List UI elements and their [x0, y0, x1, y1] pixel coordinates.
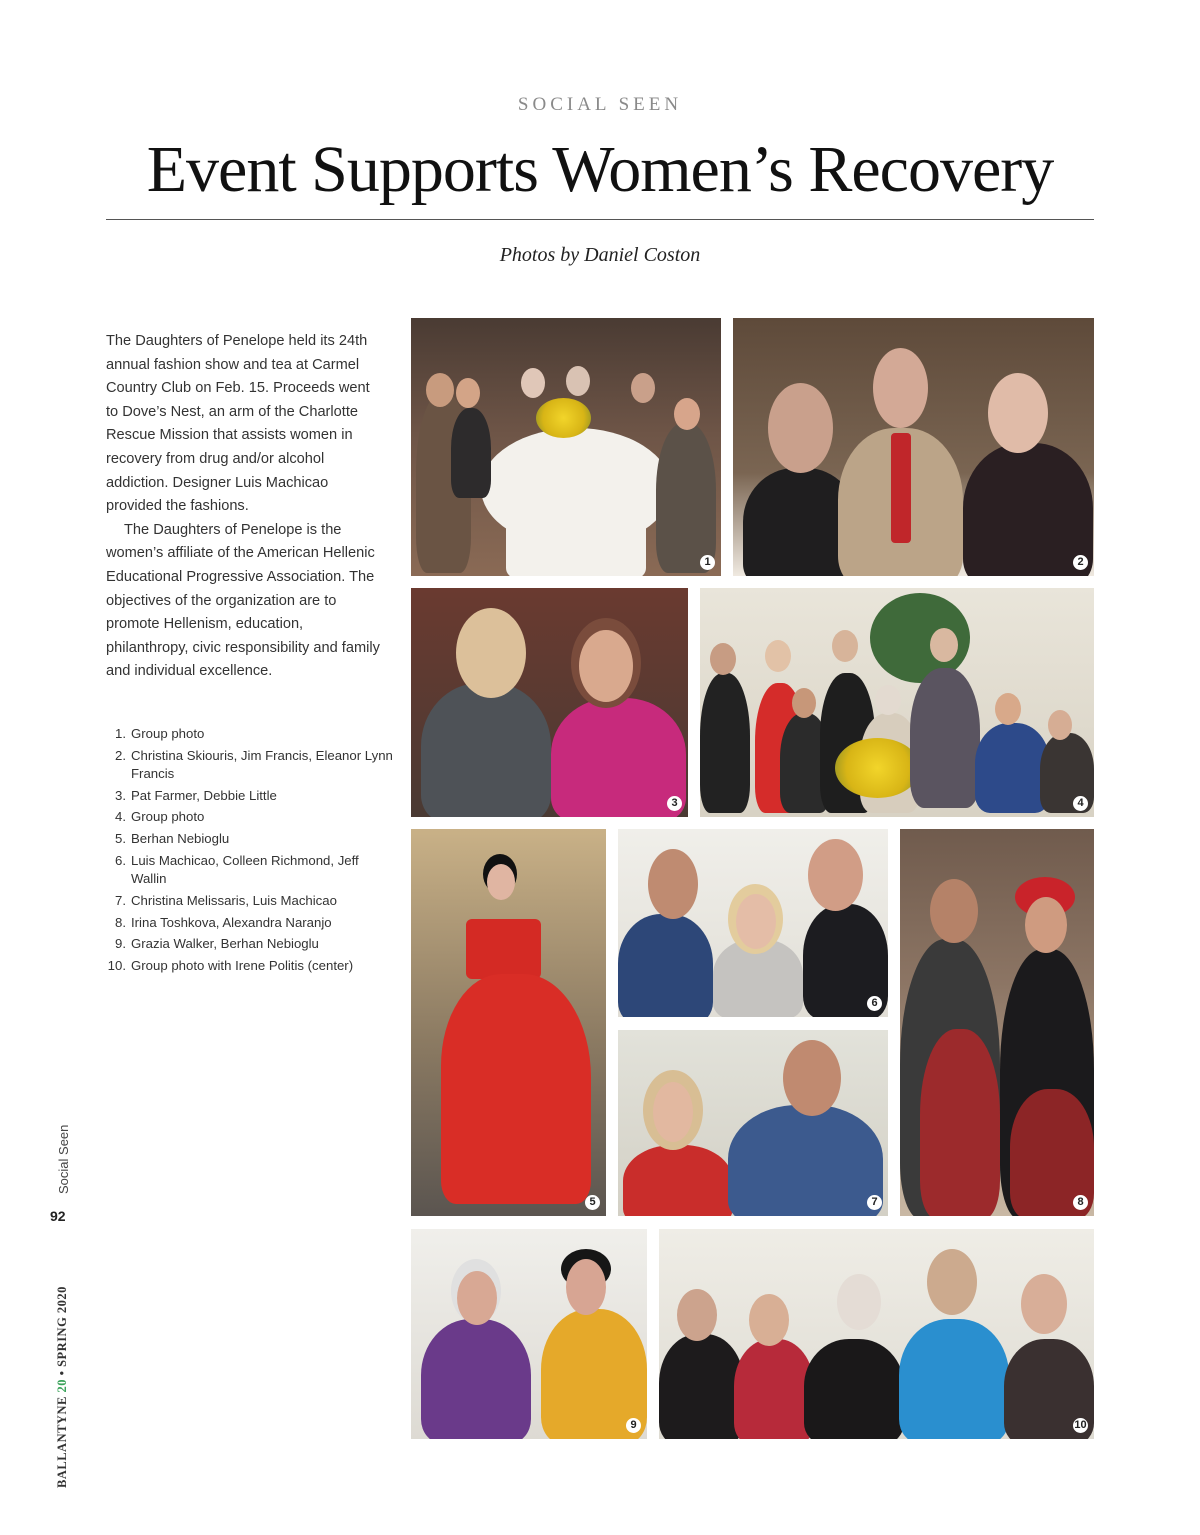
section-kicker: SOCIAL SEEN [517, 94, 683, 115]
photo-1 [411, 318, 721, 576]
caption-item [106, 914, 396, 932]
photo-10 [659, 1229, 1094, 1439]
photo-number-badge: 10 [1074, 1419, 1087, 1431]
photo-4 [700, 588, 1094, 817]
magazine-folio [55, 1286, 70, 1488]
caption-item [106, 892, 396, 910]
caption-item [106, 808, 396, 826]
photo-number-badge: 8 [1073, 1195, 1088, 1210]
caption-number: 10. [107, 958, 126, 974]
photo-number-badge: 3 [667, 796, 682, 811]
caption-item [106, 957, 396, 975]
caption-item [106, 787, 396, 805]
caption-text: Pat Farmer, Debbie Little [131, 787, 277, 803]
caption-item [106, 852, 396, 888]
photo-6 [618, 829, 888, 1017]
photo-number-badge: 5 [585, 1195, 600, 1210]
magazine-accent: 20 [55, 1379, 69, 1393]
caption-item [106, 747, 396, 783]
caption-text: Group photo [131, 726, 205, 741]
caption-item [106, 935, 396, 953]
photo-7 [618, 1030, 888, 1216]
caption-text: Christina Skiouris, Jim Francis, Eleanor Lynn Francis [131, 747, 393, 781]
caption-number: 9. [115, 936, 126, 952]
photo-number-badge: 7 [867, 1195, 882, 1210]
caption-text: Christina Melissaris, Luis Machicao [131, 892, 337, 908]
caption-number: 8. [115, 914, 126, 930]
caption-text: Luis Machicao, Colleen Richmond, Jeff Wallin [131, 852, 359, 886]
article-paragraph-1: The Daughters of Penelope held its 24th annual fashion show and tea at Carmel Country Club on Feb. 15. Proceeds went to Dove’s Nest, an arm of the Charlotte Rescue Mission that assists women in recovery from drug and/or alcohol addiction. Designer Luis Machicao provided the fashions. [106, 333, 370, 515]
photo-number-badge: 2 [1073, 555, 1088, 570]
caption-list [106, 725, 396, 979]
article-body [106, 330, 381, 684]
caption-text: Group photo [131, 809, 205, 825]
caption-text: Group photo with Irene Politis (center) [131, 958, 354, 974]
page-title: Event Supports Women’s Recovery [146, 133, 1054, 206]
photo-number-badge: 9 [626, 1418, 641, 1433]
photo-credit: Photos by Daniel Coston [499, 244, 701, 266]
photo-number-badge: 1 [700, 555, 715, 570]
caption-number: 5. [115, 831, 126, 847]
photo-number-badge: 4 [1073, 796, 1088, 811]
caption-item [106, 830, 396, 848]
photo-9 [411, 1229, 647, 1439]
caption-number: 4. [115, 809, 126, 825]
page-number: 92 [50, 1208, 66, 1224]
article-paragraph-2: The Daughters of Penelope is the women’s affiliate of the American Hellenic Educational Progressive Association. The objectives of the organization are to promote Hellenism, education, philanthropy, civic responsibility and family and individual excellence. [106, 521, 380, 680]
caption-number: 2. [115, 747, 126, 763]
caption-number: 1. [115, 726, 126, 741]
caption-text: Irina Toshkova, Alexandra Naranjo [131, 914, 332, 930]
photo-number-badge: 6 [867, 996, 882, 1011]
caption-number: 7. [115, 892, 126, 908]
caption-item [106, 725, 396, 743]
caption-text: Grazia Walker, Berhan Nebioglu [131, 936, 319, 952]
folio-section: Social Seen [56, 1124, 71, 1194]
caption-number: 6. [115, 852, 126, 868]
photo-3 [411, 588, 688, 817]
photo-8 [900, 829, 1094, 1216]
title-rule [106, 219, 1094, 220]
magazine-name: BALLANTYNE [55, 1392, 69, 1488]
photo-5 [411, 829, 606, 1216]
caption-number: 3. [115, 787, 126, 803]
caption-text: Berhan Nebioglu [131, 831, 230, 847]
issue-date: • SPRING 2020 [55, 1286, 69, 1380]
photo-2 [733, 318, 1094, 576]
